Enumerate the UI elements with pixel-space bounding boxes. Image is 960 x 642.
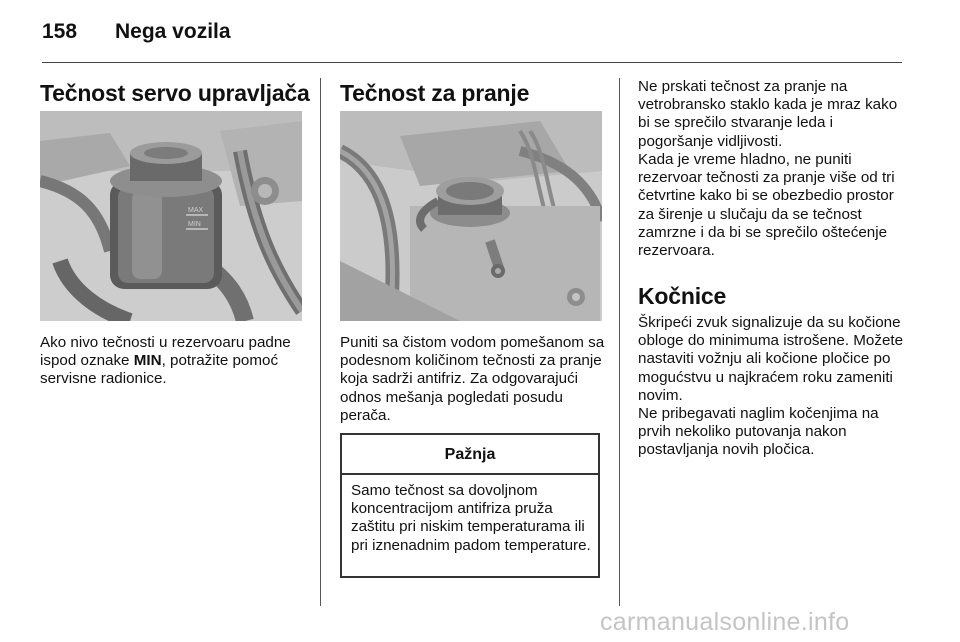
section-title-brakes: Kočnice <box>638 283 727 309</box>
cold-weather-paragraph: Kada je vreme hladno, ne puniti rezervoar tečnosti za pranje više od tri četvrtine kako bi se obezbedio prostor za širenje u slučaju da se tečnost zamrzne i da bi se sprečilo oštećenje rezervoara. <box>638 151 895 260</box>
caution-box <box>340 433 600 578</box>
p1-text-b: , potražite pomoć servisne radionice. <box>40 352 279 388</box>
column-divider-1 <box>320 78 321 606</box>
brakes-paragraph-2: Ne pribegavati naglim kočenjima na prvih nekoliko putovanja nakon postavljanja novih pločica. <box>638 405 879 459</box>
section-title-washer-fluid: Tečnost za pranje <box>340 80 530 106</box>
frost-paragraph: Ne prskati tečnost za pranje na vetrobransko staklo kada je mraz kako bi se sprečilo stvaranje leda i pogoršanje vidljivosti. <box>638 78 898 150</box>
section-title-power-steering: Tečnost servo upravljača <box>40 80 310 106</box>
caution-title: Pažnja <box>342 435 598 475</box>
brakes-paragraph-1: Škripeći zvuk signalizuje da su kočione obloge do minimuma istrošene. Možete nastaviti vožnju ali kočione pločice po mogućstvu u najkraćem roku zameniti novim. <box>638 314 904 404</box>
caution-text: Samo tečnost sa dovoljnom koncentracijom antifriza pruža zaštitu pri niskim temperaturama ili pri iznenadnim padom temperature. <box>351 482 591 554</box>
min-label-bold: MIN <box>133 352 162 370</box>
p1-text-a: Ako nivo tečnosti u rezervoaru padne ispod oznake <box>40 334 291 370</box>
power-steering-paragraph <box>40 334 308 389</box>
page-number: 158 <box>42 20 78 43</box>
watermark: carmanualsonline.info <box>600 608 850 636</box>
page-header-title: Nega vozila <box>115 20 231 43</box>
min-mark-label: MIN <box>188 221 201 228</box>
washer-reservoir-photo <box>340 111 602 321</box>
column-divider-2 <box>619 78 620 606</box>
power-steering-reservoir-photo <box>40 111 302 321</box>
header-rule <box>42 62 902 63</box>
max-mark-label: MAX <box>188 207 204 214</box>
washer-fluid-paragraph: Puniti sa čistom vodom pomešanom sa podesnom količinom tečnosti za pranje koja sadrži antifriz. Za odgovarajući odnos mešanja pogledati posudu perača. <box>340 334 605 424</box>
